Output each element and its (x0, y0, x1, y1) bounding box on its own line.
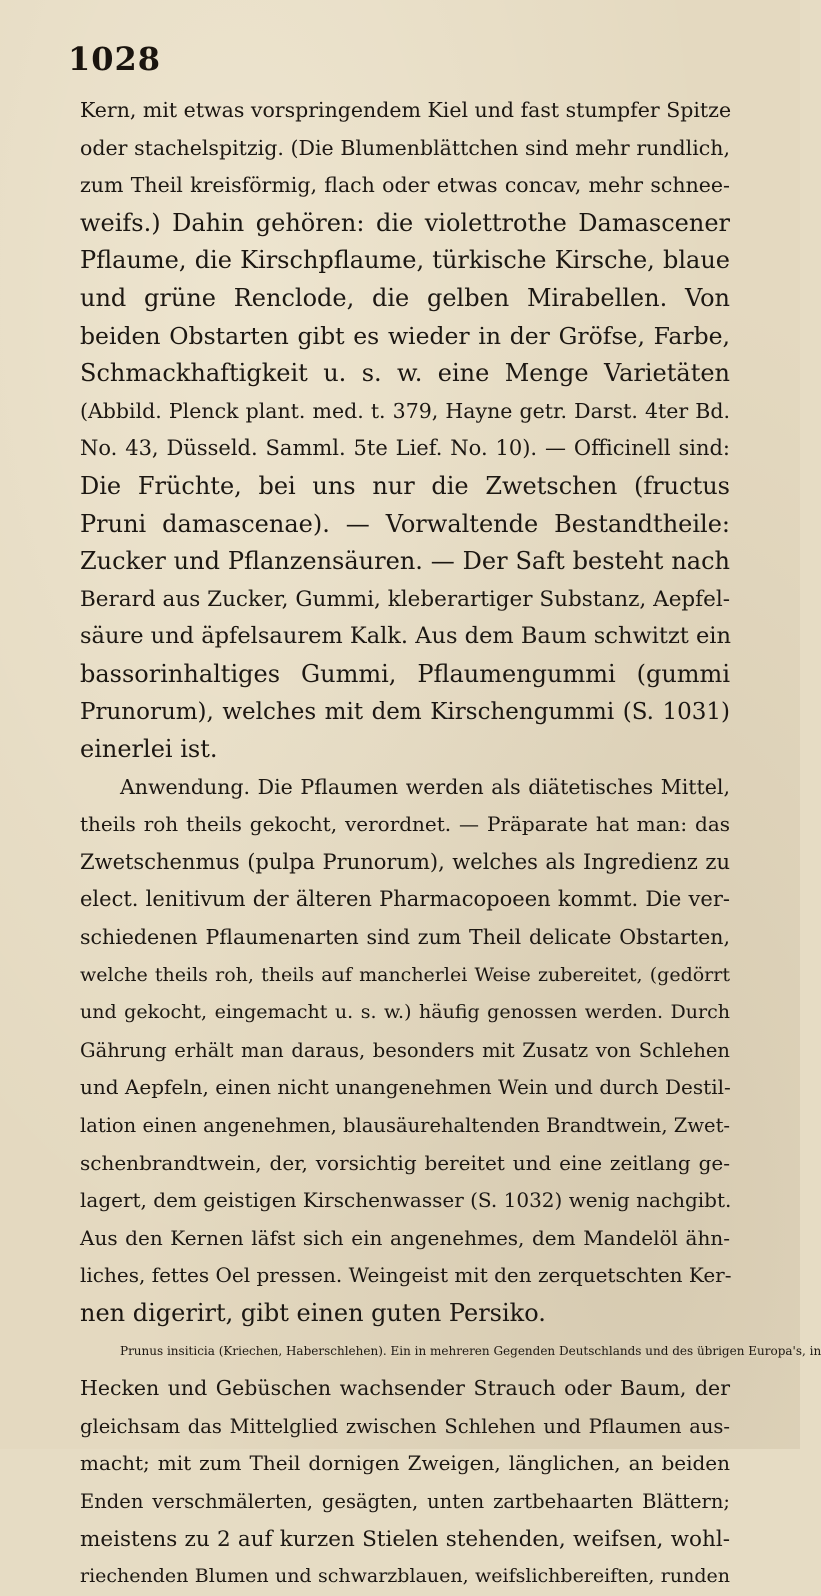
text-line: Zwetschenmus (pulpa Prunorum), welches als Ingredienz zu (80, 849, 730, 874)
text-line: bassorinhaltiges Gummi, Pflaumengummi (gummi (80, 659, 730, 688)
text-line: nen digerirt, gibt einen guten Persiko. (80, 1299, 546, 1327)
text-line: No. 43, Düsseld. Samml. 5te Lief. No. 10). — Officinell sind: (80, 436, 730, 461)
text-line: und gekocht, eingemacht u. s. w.) häufig genossen werden. Durch (80, 1001, 730, 1024)
text-line: (Abbild. Plenck plant. med. t. 379, Hayne getr. Darst. 4ter Bd. (80, 398, 730, 423)
text-line: und Aepfeln, einen nicht unangenehmen Wein und durch Destil- (80, 1075, 731, 1100)
text-line: Prunus insiticia (Kriechen, Haberschlehen). Ein in mehreren Gegenden Deutschlands und des übrigen Europa's, in (120, 1343, 821, 1358)
text-line: säure und äpfelsaurem Kalk. Aus dem Baum schwitzt ein (80, 623, 731, 650)
text-line: theils roh theils gekocht, verordnet. — Präparate hat man: das (80, 812, 730, 837)
text-line: Schmackhaftigkeit u. s. w. eine Menge Varietäten (80, 359, 730, 388)
paragraph-anwendung (80, 769, 730, 1333)
paragraph-description (80, 92, 730, 769)
text-line: Aus den Kernen läfst sich ein angenehmes, dem Mandelöl ähn- (80, 1225, 730, 1250)
text-line: Zucker und Pflanzensäuren. — Der Saft besteht nach (80, 547, 730, 576)
text-line: weifs.) Dahin gehören: die violettrothe Damascener (80, 208, 730, 237)
text-line: Die Früchte, bei uns nur die Zwetschen (fructus (80, 471, 730, 500)
text-line: gleichsam das Mittelglied zwischen Schlehen und Pflaumen aus- (80, 1414, 730, 1438)
text-line: einerlei ist. (80, 735, 218, 764)
text-line: beiden Obstarten gibt es wieder in der Gröfse, Farbe, (80, 321, 730, 350)
text-line: Pflaume, die Kirschpflaume, türkische Kirsche, blaue (80, 246, 730, 275)
text-line: Berard aus Zucker, Gummi, kleberartiger Substanz, Aepfel- (80, 586, 730, 612)
text-line: meistens zu 2 auf kurzen Stielen stehenden, weifsen, wohl- (80, 1526, 730, 1552)
page-number: 1028 (68, 40, 162, 78)
text-line: liches, fettes Oel pressen. Weingeist mit den zerquetschten Ker- (80, 1263, 732, 1288)
text-line: schiedenen Pflaumenarten sind zum Theil delicate Obstarten, (80, 925, 730, 950)
text-line: schenbrandtwein, der, vorsichtig bereitet und eine zeitlang ge- (80, 1150, 730, 1175)
text-line: Gährung erhält man daraus, besonders mit Zusatz von Schlehen (80, 1038, 730, 1062)
text-line: Hecken und Gebüschen wachsender Strauch oder Baum, der (80, 1376, 730, 1401)
text-line: lagert, dem geistigen Kirschenwasser (S. 1032) wenig nachgibt. (80, 1188, 732, 1213)
text-line: Anwendung. Die Pflaumen werden als diätetisches Mittel, (120, 774, 730, 799)
text-line: lation einen angenehmen, blausäurehaltenden Brandtwein, Zwet- (80, 1114, 730, 1138)
text-line: Pruni damascenae). — Vorwaltende Bestandtheile: (80, 509, 730, 538)
body-text (80, 92, 821, 1596)
text-line: und grüne Renclode, die gelben Mirabellen. Von (80, 283, 730, 312)
text-line: zum Theil kreisförmig, flach oder etwas concav, mehr schnee- (80, 173, 730, 198)
text-line: Kern, mit etwas vorspringendem Kiel und fast stumpfer Spitze (80, 98, 732, 122)
text-line: macht; mit zum Theil dornigen Zweigen, länglichen, an beiden (80, 1451, 730, 1476)
text-line: oder stachelspitzig. (Die Blumenblättchen sind mehr rundlich, (80, 135, 730, 160)
paragraph-prunus-insiticia (80, 1333, 821, 1596)
text-line: elect. lenitivum der älteren Pharmacopoeen kommt. Die ver- (80, 887, 730, 912)
text-line: Enden verschmälerten, gesägten, unten zartbehaarten Blättern; (80, 1489, 730, 1513)
text-line: Prunorum), welches mit dem Kirschengummi (S. 1031) (80, 698, 730, 725)
text-line: riechenden Blumen und schwarzblauen, weifslichbereiften, runden (80, 1565, 730, 1588)
text-line: welche theils roh, theils auf mancherlei Weise zubereitet, (gedörrt (80, 963, 730, 986)
